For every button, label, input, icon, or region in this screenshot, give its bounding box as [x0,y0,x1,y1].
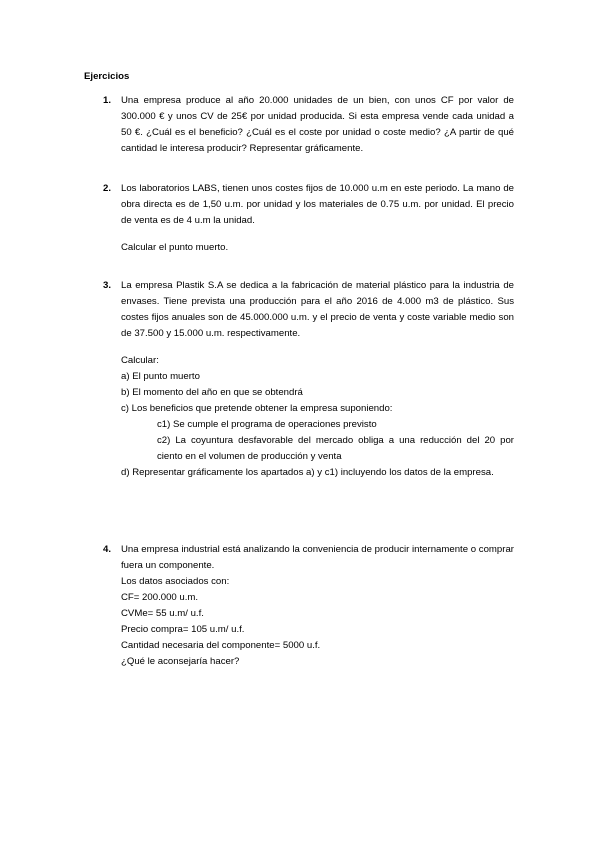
data-cf: CF= 200.000 u.m. [121,592,199,603]
item-b: b) El momento del año en que se obtendrá [121,387,303,398]
data-cvme: CVMe= 55 u.m/ u.f. [121,608,204,619]
exercise-text: Una empresa industrial está analizando la conveniencia de producir internamente o comprar fuera un componente. [121,544,514,571]
exercise-4 [103,542,514,670]
exercise-number: 1. [103,95,112,106]
exercise-2 [103,181,514,256]
exercise-question: ¿Qué le aconsejaría hacer? [121,656,240,667]
item-c: c) Los beneficios que pretende obtener la empresa suponiendo: [121,403,393,414]
exercise-text: Una empresa produce al año 20.000 unidades de un bien, con unos CF por valor de 300.000 € y unos CV de 25€ por unidad producida. Si esta empresa vende cada unidad a 50 €. ¿Cuál es el beneficio? ¿Cuál es el coste por unidad o coste medio? ¿A partir de qué cantidad le interesa producir? Representar gráficamente. [121,95,514,154]
exercise-number: 4. [103,544,112,555]
calc-label: Calcular: [121,355,159,366]
data-cantidad: Cantidad necesaria del componente= 5000 u.f. [121,640,321,651]
data-label: Los datos asociados con: [121,576,230,587]
exercise-3 [103,278,514,481]
exercise-number: 2. [103,183,112,194]
exercise-text: La empresa Plastik S.A se dedica a la fabricación de material plástico para la industria de envases. Tiene prevista una producción para el año 2016 de 4.000 m3 de plástico. Sus costes fijos anuales son de 45.000.000 u.m. y el precio de venta y coste variable medio son de 37.500 y 15.000 u.m. respectivamente. [121,280,514,339]
item-c2: c2) La coyuntura desfavorable del mercado obliga a una reducción del 20 por ciento en el volumen de producción y venta [157,435,514,462]
item-d: d) Representar gráficamente los apartados a) y c1) incluyendo los datos de la empresa. [121,467,494,478]
exercise-question: Calcular el punto muerto. [121,242,229,253]
exercise-number: 3. [103,280,112,291]
item-c1: c1) Se cumple el programa de operaciones previsto [157,419,377,430]
page-title: Ejercicios [84,71,130,82]
exercise-text: Los laboratorios LABS, tienen unos costes fijos de 10.000 u.m en este periodo. La mano de obra directa es de 1,50 u.m. por unidad y los materiales de 0.75 u.m. por unidad. El precio de venta es de 4 u.m la unidad. [121,183,514,226]
data-precio: Precio compra= 105 u.m/ u.f. [121,624,245,635]
item-a: a) El punto muerto [121,371,200,382]
exercise-1 [103,93,514,157]
